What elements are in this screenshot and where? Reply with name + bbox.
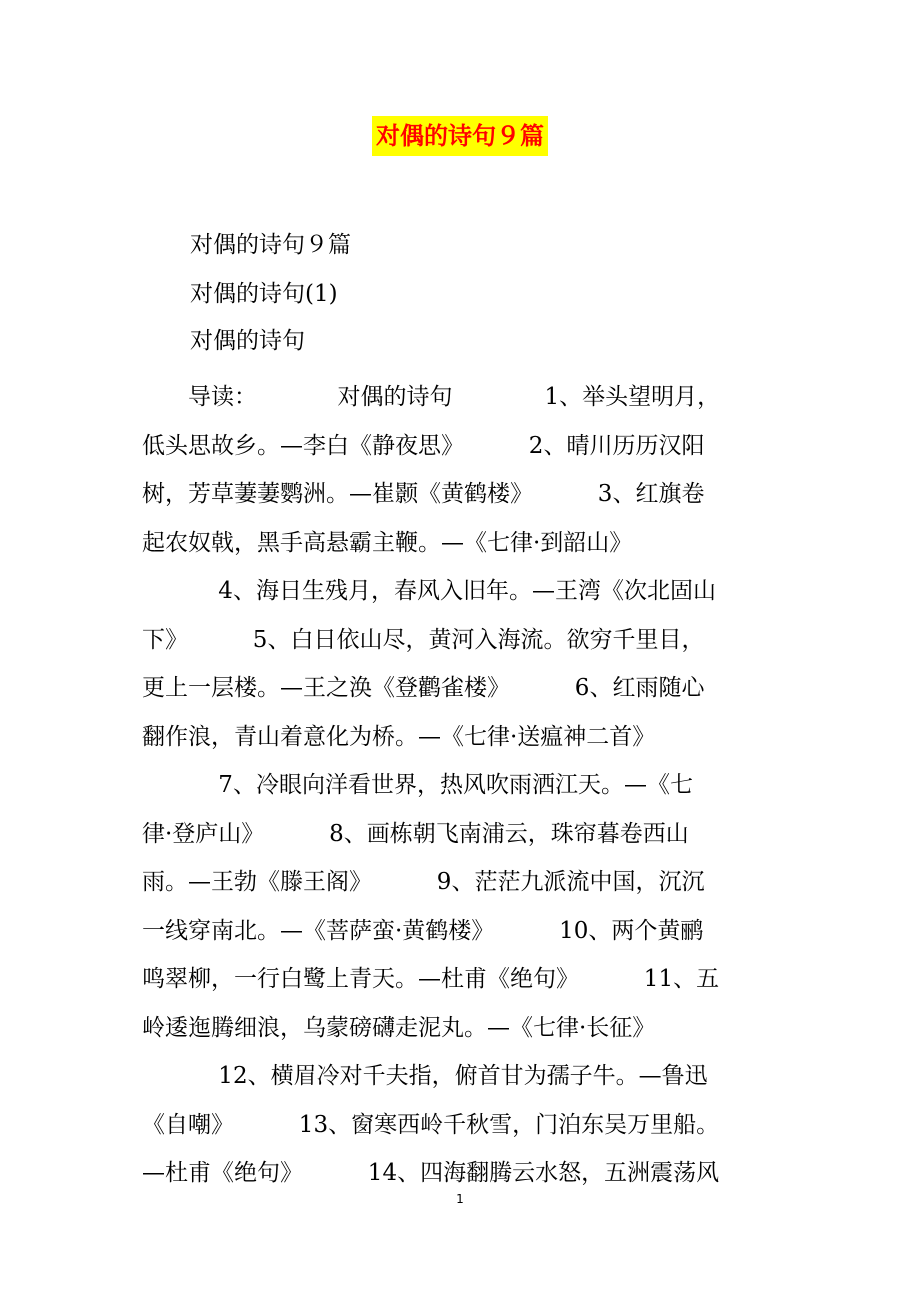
body-line: 岭逶迤腾细浪，乌蒙磅礴走泥丸。—《七律·长征》 xyxy=(142,1014,656,1041)
body-line: 4、海日生残月，春风入旧年。—王湾《次北固山 xyxy=(142,578,716,604)
body-line: 一线穿南北。—《菩萨蛮·黄鹤楼》 10、两个黄鹂 xyxy=(142,917,704,944)
body-line: 《自嘲》 13、窗寒西岭千秋雪，门泊东吴万里船。 xyxy=(142,1111,720,1138)
body-line: 7、冷眼向洋看世界，热风吹雨洒江天。—《七 xyxy=(142,772,693,798)
heading-line-1: 对偶的诗句９篇 xyxy=(190,232,351,258)
body-line: 下》 5、白日依山尽，黄河入海流。欲穷千里目， xyxy=(142,626,705,653)
heading-line-2: 对偶的诗句(1) xyxy=(190,281,338,307)
body-line: 低头思故乡。—李白《静夜思》 2、晴川历历汉阳 xyxy=(142,432,705,459)
poem-body xyxy=(142,373,778,1198)
body-line: —杜甫《绝句》 14、四海翻腾云水怒，五洲震荡风 xyxy=(142,1160,720,1186)
body-line: 起农奴戟，黑手高悬霸主鞭。—《七律·到韶山》 xyxy=(142,529,633,556)
body-line: 树，芳草萋萋鹦洲。—崔颢《黄鹤楼》 3、红旗卷 xyxy=(142,481,705,507)
body-line: 12、横眉冷对千夫指，俯首甘为孺子牛。—鲁迅 xyxy=(142,1063,708,1089)
body-line: 鸣翠柳，一行白鹭上青天。—杜甫《绝句》 11、五 xyxy=(142,966,720,992)
body-line: 导读： 对偶的诗句 1、举头望明月， xyxy=(142,384,721,410)
body-line: 翻作浪，青山着意化为桥。—《七律·送瘟神二首》 xyxy=(142,723,656,750)
document-title xyxy=(0,116,920,159)
body-line: 雨。—王勃《滕王阁》 9、茫茫九派流中国，沉沉 xyxy=(142,869,705,895)
heading-line-3: 对偶的诗句 xyxy=(190,328,305,354)
page-number: 1 xyxy=(456,1192,464,1206)
body-line: 律·登庐山》 8、画栋朝飞南浦云，珠帘暮卷西山 xyxy=(142,820,689,847)
body-line: 更上一层楼。—王之涣《登鹳雀楼》 6、红雨随心 xyxy=(142,675,705,701)
document-title-text: 对偶的诗句９篇 xyxy=(372,116,548,156)
